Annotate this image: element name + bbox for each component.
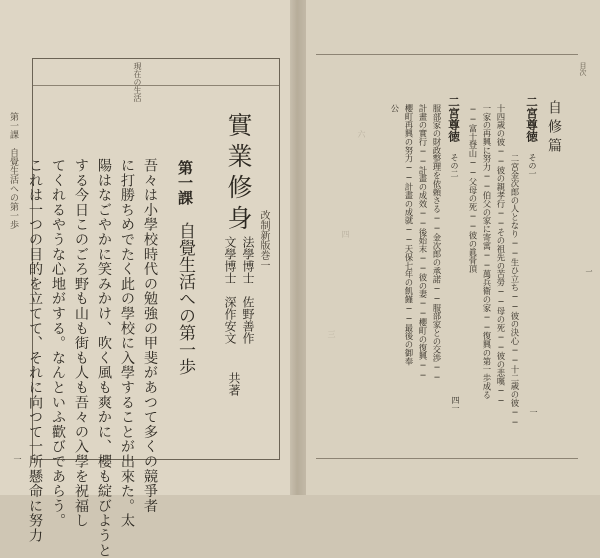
page-number-left: 一 (13, 455, 22, 463)
toc-line: 一家の再興に努力──伯父の家に寄寓──萬兵衛の家──復興の第一歩成る (482, 104, 492, 399)
current-label: 現在の生活 (133, 62, 142, 102)
edition-note: 改制新版巻一 (258, 210, 269, 270)
section-heading: 自修篇 (546, 100, 562, 157)
toc-line: 公 (390, 104, 400, 113)
toc-bottom-rule (316, 458, 578, 459)
frame-rule (33, 85, 279, 86)
chapter-name: 二宮尊徳 (525, 96, 539, 142)
chapter-title (446, 96, 462, 178)
lesson-title: 自覺生活への第一歩 (175, 222, 195, 375)
running-header: 第一課 自覺生活への第一歩 (8, 112, 18, 229)
body-column: てくれるやうな心地がする。なんといふ歡びであらう。 (50, 158, 66, 528)
chapter-sub: その一 (528, 153, 537, 178)
page-number-right: 一 (585, 268, 593, 275)
toc-line: 十四歳の彼──彼の親孝行──その祖先の苦勞──母の死──彼の悲嘆── (496, 104, 506, 406)
chapter-name: 二宮尊徳 (447, 96, 461, 142)
body-column: する今日このごろ野も山も街も人も吾々の入學を祝福し (73, 158, 89, 528)
body-column: 陽はなごやかに笑みかけ、吹く風も爽かに、櫻も綻びようと (96, 158, 112, 558)
toc-line: 服部家の財政整理を依頼さる──金次郎の承諾──服部家との交渉── (432, 104, 442, 383)
author-fukasaku: 文學博士 深作安文 (223, 236, 237, 344)
joint-authorship: 共著 (227, 372, 241, 396)
show-through: 三 (327, 330, 336, 338)
chapter-sub: その二 (450, 153, 459, 178)
body-column: これは一つの目的を立てて、それに向つて一所懸命に努力 (27, 158, 43, 543)
show-through: 六 (357, 130, 366, 138)
book-gutter (290, 0, 306, 495)
body-column: に打勝ちめでたく此の學校に入學することが出來た。太 (119, 158, 135, 528)
chapter-page: 一 (529, 408, 538, 416)
right-page (296, 0, 600, 495)
toc-line: 計畫の實行──計畫の成效──後始末──彼の妻──櫻町の復興── (418, 104, 428, 381)
chapter-title (524, 96, 540, 178)
lesson-heading (173, 160, 198, 375)
toc-column-header: 目次 (579, 62, 587, 76)
toc-line: 櫻町再興の努力──計畫の成就──天保七年の飢饉──最後の御奉 (404, 104, 414, 366)
book-title: 實業修身 (224, 112, 253, 236)
lesson-number: 第一課 (176, 160, 194, 205)
toc-top-rule (316, 54, 578, 55)
chapter-page: 四一 (451, 396, 460, 412)
show-through: 四 (341, 230, 350, 238)
toc-line: 二宮金次郎の人となり──生ひ立ち──彼の決心──十二歳の彼── (510, 154, 520, 427)
author-sano: 法學博士 佐野善作 (241, 236, 255, 344)
toc-line: ──富士登山──父母の死──彼の眞骨頂 (468, 104, 478, 274)
body-column: 吾々は小學校時代の勉強の甲斐があつて多くの競爭者 (142, 158, 158, 514)
